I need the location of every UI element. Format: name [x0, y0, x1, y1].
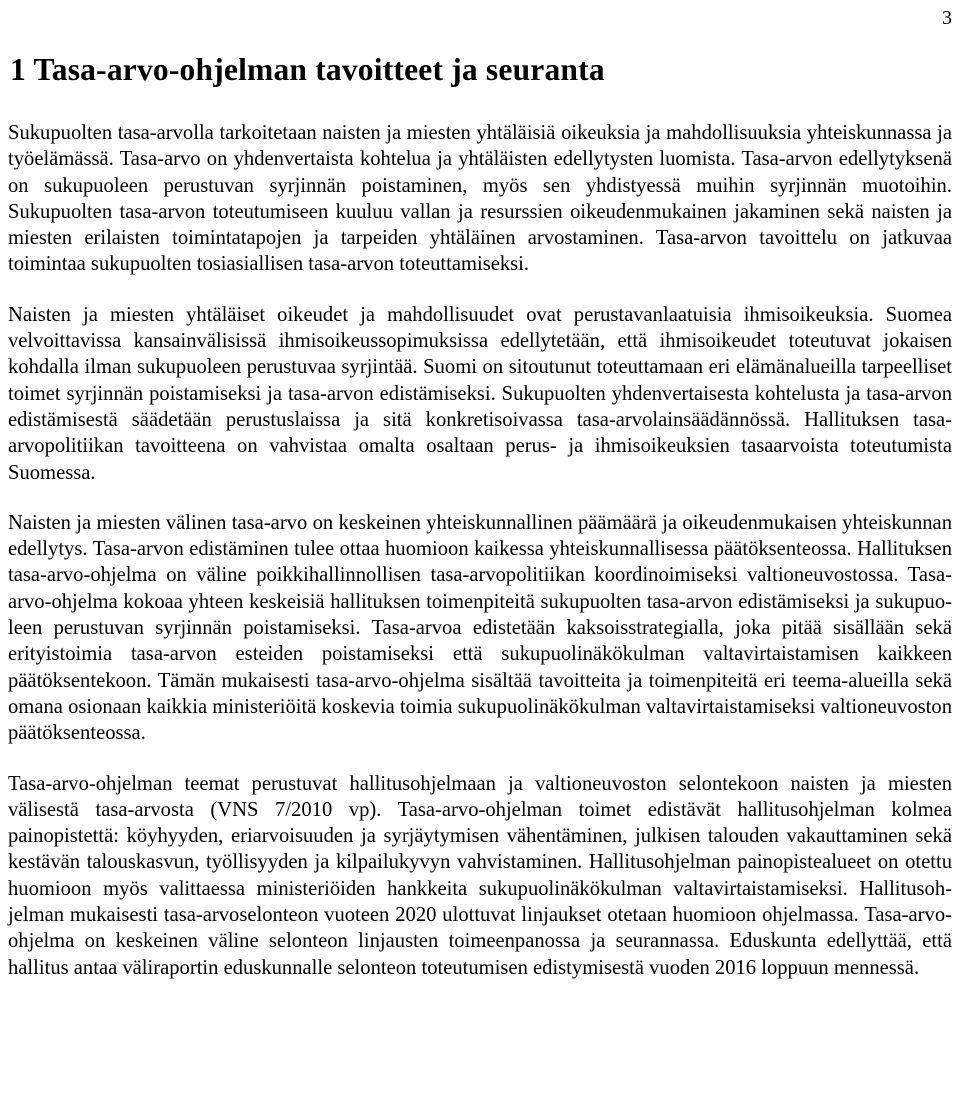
- paragraph-gender-equality-definition: Sukupuolten tasa-arvolla tarkoitetaan naisten ja miesten yhtäläisiä oikeuksia ja mahdollisuuksia yhteiskunnassa ja työelämässä. Tasa-arvo on yhdenvertaista kohtelua ja yhtäläisten edellytysten luomista. Tasa-arvon edellytyksenä on sukupuoleen perustuvan syrjinnän poistaminen, myös sen yhdistyessä muihin syrjinnän muotoihin. Sukupuolten tasa-arvon toteutumiseen kuuluu vallan ja resurssien oikeudenmukainen jakaminen sekä naisten ja miesten erilaisten toimintatapojen ja tarpeiden yhtäläinen arvostaminen. Tasa-arvon tavoittelu on jatkuvaa toimintaa sukupuolten tosiasiallisen tasa-arvon toteuttamiseksi.: [8, 122, 952, 276]
- body-text: [8, 120, 952, 981]
- page-number: 3: [942, 7, 952, 29]
- paragraph-equality-programme: Naisten ja miesten välinen tasa-arvo on keskeinen yhteiskunnallinen päämäärä ja oikeudenmukaisen yhteiskunnan edellytys. Tasa-arvon edistäminen tulee ottaa huomioon kaikessa yhteiskunnallisessa päätöksenteossa. Hallituksen tasa-arvo-ohjelma on väline poikkihallinnollisen tasa-arvopolitiikan koordinoimiseksi valtioneuvostossa. Tasa-arvo-ohjelma kokoaa yhteen keskeisiä hallituksen toimenpiteitä sukupuolten tasa-arvon edistämiseksi ja sukupuoleen perustuvan syrjinnän poistamiseksi. Tasa-arvoa edistetään kaksoisstrategialla, joka pitää sisällään sekä erityistoimia tasa-arvon esteiden poistamiseksi että sukupuolinäkökulman valtavirtaistamisen kaikkeen päätöksentekoon. Tämän mukaisesti tasa-arvo-ohjelma sisältää tavoitteita ja toimenpiteitä eri teema-alueilla sekä omana osionaan kaikkia ministeriöitä koskevia toimia sukupuolinäkökulman valtavirtaistamiseksi valtioneuvoston päätöksenteossa.: [8, 511, 952, 745]
- chapter-title: 1 Tasa-arvo-ohjelman tavoitteet ja seuranta: [10, 52, 605, 87]
- paragraph-human-rights: Naisten ja miesten yhtäläiset oikeudet ja mahdollisuudet ovat perustavanlaatuisia ihmisoikeuksia. Suomea velvoittavissa kansainvälisissä ihmisoikeussopimuksissa edellytetään, että ihmisoikeudet toteutuvat jokaisen kohdalla ilman sukupuoleen perustuvaa syrjintää. Suomi on sitoutunut toteuttamaan eri elämänalueilla tarpeelliset toimet syrjinnän poistamiseksi ja tasa-arvon edistämiseksi. Sukupuolten yhdenvertaisesta kohtelusta ja tasa-arvon edistämisestä säädetään perustuslaissa ja sitä konkretisoivassa tasa-arvolainsäädännössä. Hallituksen tasa-arvopolitiikan tavoitteena on vahvistaa omalta osaltaan perus- ja ihmisoikeuksien tasaarvoista toteutumista Suomessa.: [8, 303, 952, 484]
- paragraph-programme-themes: Tasa-arvo-ohjelman teemat perustuvat hallitusohjelmaan ja valtioneuvoston selontekoon naisten ja miesten välisestä tasa-arvosta (VNS 7/2010 vp). Tasa-arvo-ohjelman toimet edistävät hallitusohjelman kolmea painopistettä: köyhyyden, eriarvoisuuden ja syrjäytymisen vähentäminen, julkisen talouden vakauttaminen sekä kestävän talouskasvun, työllisyyden ja kilpailukyvyn vahvistaminen. Hallitusohjelman painopistealueet on otettu huomioon myös valittaessa ministeriöiden hankkeita sukupuolinäkökulman valtavirtaistamiseksi. Hallitusohjelman mukaisesti tasa-arvoselonteon vuoteen 2020 ulottuvat linjaukset otetaan huomioon ohjelmassa. Tasa-arvo-ohjelma on keskeinen väline selonteon linjausten toimeenpanossa ja seurannassa. Eduskunta edellyttää, että hallitus antaa väliraportin eduskunnalle selonteon toteutumisen edistymisestä vuoden 2016 loppuun mennessä.: [8, 772, 952, 979]
